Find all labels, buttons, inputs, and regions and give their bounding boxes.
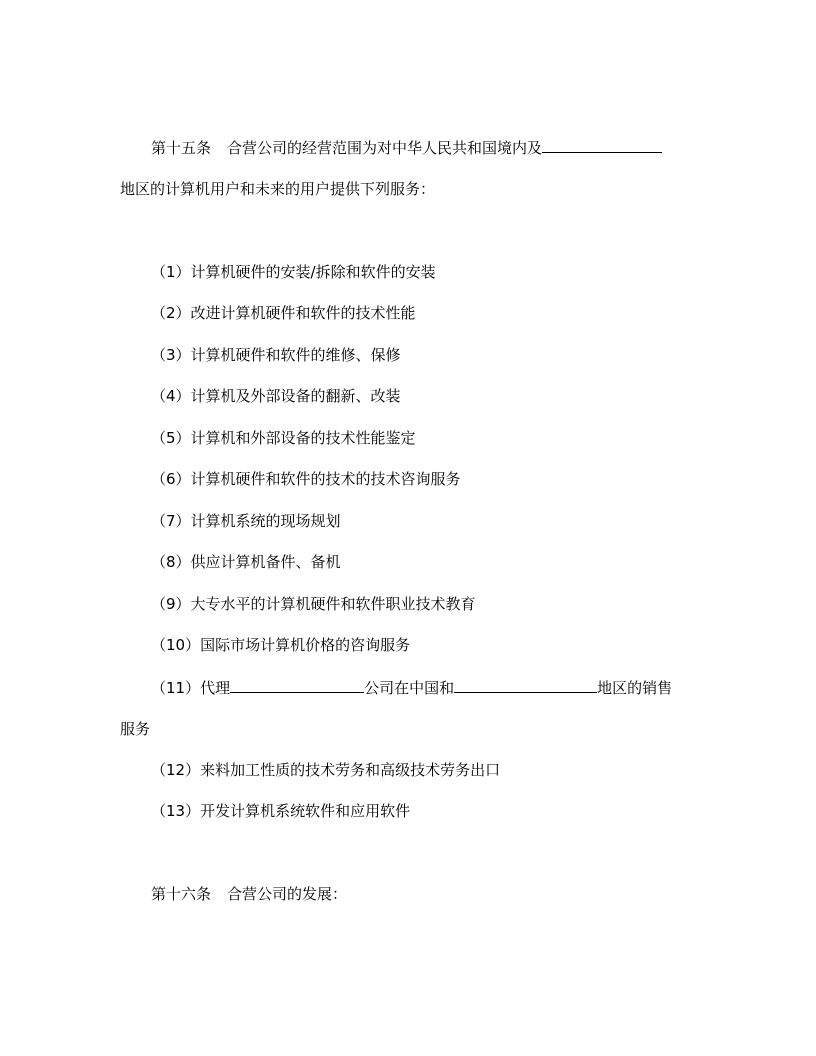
service-item-3: （3）计算机硬件和软件的维修、保修: [151, 346, 401, 364]
service-item-7: （7）计算机系统的现场规划: [151, 512, 341, 530]
service-item-1: （1）计算机硬件的安装/拆除和软件的安装: [151, 263, 436, 281]
service-11-middle: 公司在中国和: [364, 679, 455, 697]
service-11-prefix: （11）代理: [151, 679, 231, 697]
service-item-9: （9）大专水平的计算机硬件和软件职业技术教育: [151, 595, 476, 613]
article-15-number: 第十五条: [151, 139, 212, 157]
service-item-8: （8）供应计算机备件、备机: [151, 553, 341, 571]
article-16-number: 第十六条: [151, 885, 212, 903]
article-15-line-1: [151, 137, 662, 157]
blank-region-field: [542, 137, 662, 153]
blank-company-field: [230, 677, 364, 693]
article-16-text: 合营公司的发展：: [227, 885, 348, 903]
article-15-text-2: 地区的计算机用户和未来的用户提供下列服务：: [120, 180, 436, 198]
service-11-continuation: 服务: [120, 720, 151, 738]
service-item-2: （2）改进计算机硬件和软件的技术性能: [151, 304, 416, 322]
service-11-suffix: 地区的销售: [597, 679, 673, 697]
blank-region-field-2: [454, 677, 597, 693]
service-item-10: （10）国际市场计算机价格的咨询服务: [151, 636, 411, 654]
service-item-4: （4）计算机及外部设备的翻新、改装: [151, 387, 401, 405]
article-16-line: [151, 884, 347, 904]
article-15-text-1: 合营公司的经营范围为对中华人民共和国境内及: [227, 139, 543, 157]
service-item-11: [151, 677, 672, 697]
service-item-6: （6）计算机硬件和软件的技术的技术咨询服务: [151, 470, 461, 488]
service-item-12: （12）来料加工性质的技术劳务和高级技术劳务出口: [151, 761, 501, 779]
service-item-5: （5）计算机和外部设备的技术性能鉴定: [151, 429, 416, 447]
article-15-line-2: [120, 179, 435, 199]
service-item-13: （13）开发计算机系统软件和应用软件: [151, 802, 411, 820]
